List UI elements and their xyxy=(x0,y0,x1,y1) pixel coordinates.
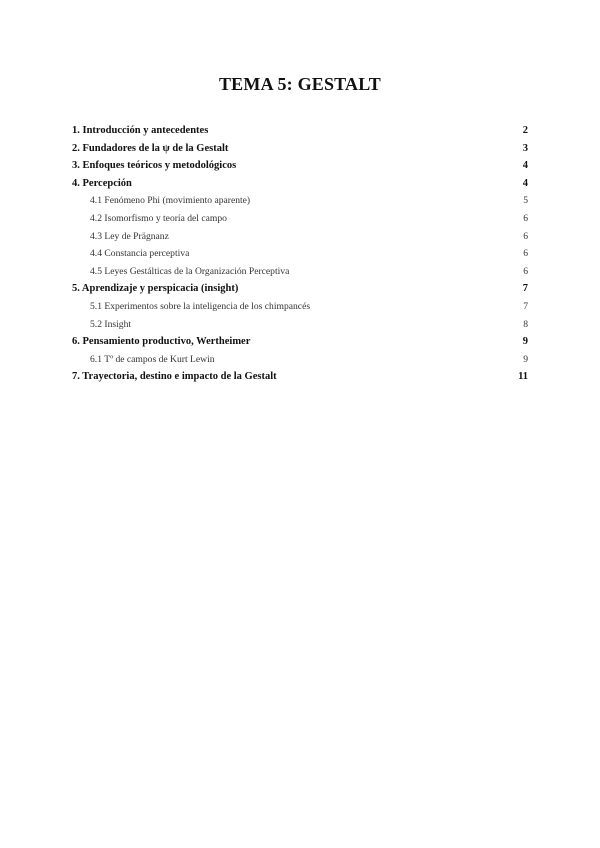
toc-subentry-page: 7 xyxy=(523,300,528,312)
toc-entry-page: 3 xyxy=(522,142,528,154)
toc-subentry[interactable] xyxy=(72,245,528,263)
toc-entry[interactable] xyxy=(72,140,528,158)
document-title: TEMA 5: GESTALT xyxy=(218,74,382,94)
toc-entry-label: 1. Introducción y antecedentes xyxy=(72,125,209,136)
toc-entry-page: 2 xyxy=(522,125,528,136)
toc-entry-page: 9 xyxy=(522,336,528,348)
toc-subentry[interactable] xyxy=(72,351,528,369)
toc-entry-page: 4 xyxy=(522,160,528,172)
toc-entry-page: 4 xyxy=(522,177,528,189)
toc-entry-page: 11 xyxy=(518,371,528,383)
toc-subentry-label: 4.3 Ley de Prägnanz xyxy=(90,230,169,242)
toc-subentry-page: 9 xyxy=(523,353,528,365)
toc-entry-label: 2. Fundadores de la ψ de la Gestalt xyxy=(72,142,229,154)
toc-subentry[interactable] xyxy=(72,228,528,246)
toc-subentry-page: 5 xyxy=(523,195,528,207)
toc-entry-label: 4. Percepción xyxy=(72,177,132,189)
toc-entry[interactable] xyxy=(72,333,528,351)
toc-entry-label: 5. Aprendizaje y perspicacia (insight) xyxy=(72,283,239,295)
toc-subentry-page: 6 xyxy=(523,212,528,224)
toc-subentry-page: 8 xyxy=(523,318,528,330)
toc-subentry[interactable] xyxy=(72,316,528,334)
toc-entry-label: 7. Trayectoria, destino e impacto de la Gestalt xyxy=(72,371,277,383)
toc-subentry-label: 6.1 Tº de campos de Kurt Lewin xyxy=(90,353,215,365)
toc-subentry[interactable] xyxy=(72,263,528,281)
toc-entry[interactable] xyxy=(72,157,528,175)
toc-subentry-page: 6 xyxy=(523,265,528,277)
toc-subentry[interactable] xyxy=(72,298,528,316)
toc-entry-label: 3. Enfoques teóricos y metodológicos xyxy=(72,160,237,172)
toc-subentry-label: 5.2 Insight xyxy=(90,318,132,330)
toc-subentry-label: 5.1 Experimentos sobre la inteligencia de los chimpancés xyxy=(90,300,311,312)
toc-subentry[interactable] xyxy=(72,192,528,210)
toc-subentry-label: 4.2 Isomorfismo y teoría del campo xyxy=(90,212,227,224)
toc-subentry-page: 6 xyxy=(523,230,528,242)
toc-subentry-label: 4.5 Leyes Gestálticas de la Organización Perceptiva xyxy=(90,265,290,277)
toc-entry-label: 6. Pensamiento productivo, Wertheimer xyxy=(72,336,251,348)
toc-entry[interactable] xyxy=(72,280,528,298)
table-of-contents xyxy=(72,122,528,386)
toc-subentry-page: 6 xyxy=(523,248,528,260)
toc-entry[interactable] xyxy=(72,122,528,140)
toc-entry-page: 7 xyxy=(522,283,528,295)
toc-subentry[interactable] xyxy=(72,210,528,228)
toc-subentry-label: 4.4 Constancia perceptiva xyxy=(90,248,190,260)
toc-subentry-label: 4.1 Fenómeno Phi (movimiento aparente) xyxy=(90,195,251,207)
toc-entry[interactable] xyxy=(72,175,528,193)
toc-entry[interactable] xyxy=(72,368,528,386)
